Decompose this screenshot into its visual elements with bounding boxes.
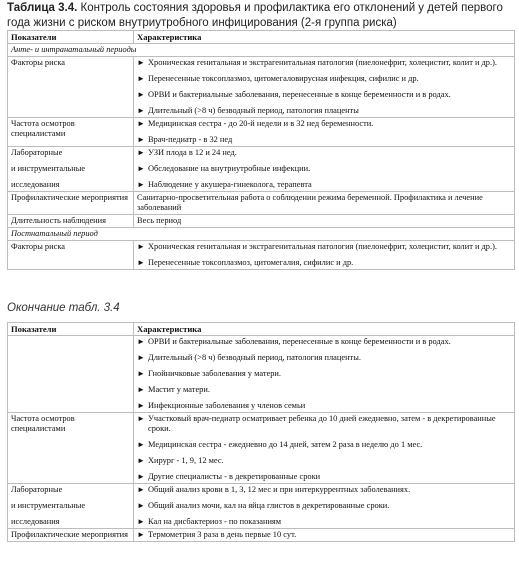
triangle-bullet-icon: ►	[137, 353, 145, 362]
row-value-prevention	[134, 529, 515, 542]
list-item: ► Хирург - 1, 9, 12 мес.	[137, 456, 224, 465]
triangle-bullet-icon: ►	[137, 501, 145, 510]
row-label-risk-factors: Факторы риска	[8, 57, 134, 118]
list-item: ► Термометрия 3 раза в день первые 10 сут.	[137, 530, 297, 539]
row-value-risk-continued	[134, 336, 515, 413]
triangle-bullet-icon: ►	[137, 485, 145, 494]
list-item: ► Хроническая генитальная и экстрагенитальная патология (пиелонефрит, холецистит, колит и др.).	[137, 242, 497, 251]
triangle-bullet-icon: ►	[137, 385, 145, 394]
table-row	[8, 336, 515, 413]
row-label-empty	[8, 336, 134, 413]
triangle-bullet-icon: ►	[137, 180, 145, 189]
list-item: ► Гнойничковые заболевания у матери.	[137, 369, 281, 378]
section-row-post	[8, 228, 515, 241]
triangle-bullet-icon: ►	[137, 164, 145, 173]
triangle-bullet-icon: ►	[137, 456, 145, 465]
table-row	[8, 529, 515, 542]
list-item: ► Мастит у матери.	[137, 385, 210, 394]
triangle-bullet-icon: ►	[137, 135, 145, 144]
table-title: Контроль состояния здоровья и профилактика его отклонений у детей первого года жизни с риском внутриутробного инфицирования (2-я группа риска)	[7, 2, 503, 29]
list-item: ► Медицинская сестра - ежедневно до 14 дней, затем 2 раза в неделю до 1 мес.	[137, 440, 423, 449]
list-item: ► ОРВИ и бактериальные заболевания, перенесенные в конце беременности и в родах.	[137, 337, 451, 346]
table-part-2	[7, 322, 515, 542]
section-post-label: Постнатальный период	[8, 228, 515, 241]
list-item: ► Участковый врач-педиатр осматривает ребенка до 10 дней ежедневно, затем - в декретированные сроки.	[137, 414, 496, 433]
row-value-lab	[134, 147, 515, 192]
triangle-bullet-icon: ►	[137, 517, 145, 526]
list-item: ► УЗИ плода в 12 и 24 нед.	[137, 148, 237, 157]
list-item: ► ОРВИ и бактериальные заболевания, перенесенные в конце беременности и в родах.	[137, 90, 451, 99]
row-label-exam-frequency: Частота осмотров специалистами	[8, 413, 134, 484]
list-item: ► Длительный (>8 ч) безводный период, патология плаценты	[137, 106, 359, 115]
list-item: ► Перенесенные токсоплазмоз, цитомегаловирусная инфекция, сифилис и др.	[137, 74, 419, 83]
triangle-bullet-icon: ►	[137, 472, 145, 481]
table-row	[8, 118, 515, 147]
row-value-lab	[134, 484, 515, 529]
section-row-ante	[8, 44, 515, 57]
triangle-bullet-icon: ►	[137, 530, 145, 539]
row-value-duration: Весь период	[134, 215, 515, 228]
row-label-prevention: Профилактические мероприятия	[8, 192, 134, 215]
table-row	[8, 192, 515, 215]
list-item: ► Инфекционные заболевания у членов семьи	[137, 401, 306, 410]
list-item: ► Другие специалисты - в декретированные сроки	[137, 472, 321, 481]
triangle-bullet-icon: ►	[137, 148, 145, 157]
triangle-bullet-icon: ►	[137, 401, 145, 410]
triangle-bullet-icon: ►	[137, 440, 145, 449]
continuation-caption: Окончание табл. 3.4	[7, 302, 120, 314]
list-item: ► Врач-педиатр - в 32 нед	[137, 135, 233, 144]
row-label-exam-frequency: Частота осмотров специалистами	[8, 118, 134, 147]
triangle-bullet-icon: ►	[137, 242, 145, 251]
list-item: ► Обследование на внутриутробные инфекции.	[137, 164, 311, 173]
row-label-risk-factors-post: Факторы риска	[8, 241, 134, 270]
header-characteristic: Характеристика	[134, 31, 515, 44]
table-row	[8, 413, 515, 484]
table-row	[8, 57, 515, 118]
triangle-bullet-icon: ►	[137, 119, 145, 128]
table-row	[8, 147, 515, 192]
row-value-exam-frequency	[134, 413, 515, 484]
row-value-prevention: Санитарно-просветительная работа о соблюдении режима беременной. Профилактика и лечение заболеваний	[134, 192, 515, 215]
row-label-lab: Лабораторные и инструментальные исследования	[8, 147, 134, 192]
triangle-bullet-icon: ►	[137, 258, 145, 267]
row-value-risk-factors-post	[134, 241, 515, 270]
table-number: Таблица 3.4.	[7, 2, 78, 14]
table-row	[8, 215, 515, 228]
header-indicators: Показатели	[8, 323, 134, 336]
list-item: ► Медицинская сестра - до 20-й недели и в 32 нед беременности.	[137, 119, 374, 128]
triangle-bullet-icon: ►	[137, 369, 145, 378]
triangle-bullet-icon: ►	[137, 106, 145, 115]
table-part-1	[7, 30, 515, 270]
header-indicators: Показатели	[8, 31, 134, 44]
triangle-bullet-icon: ►	[137, 74, 145, 83]
row-label-duration: Длительность наблюдения	[8, 215, 134, 228]
list-item: ► Кал на дисбактериоз - по показаниям	[137, 517, 282, 526]
list-item: ► Хроническая генитальная и экстрагенитальная патология (пиелонефрит, холецистит, колит и др.).	[137, 58, 497, 67]
table-row	[8, 241, 515, 270]
row-label-lab: Лабораторные и инструментальные исследования	[8, 484, 134, 529]
triangle-bullet-icon: ►	[137, 90, 145, 99]
triangle-bullet-icon: ►	[137, 414, 145, 423]
header-row	[8, 31, 515, 44]
list-item: ► Перенесенные токсоплазмоз, цитомегалия, сифилис и др.	[137, 258, 354, 267]
section-ante-label: Анте- и интранатальный периоды	[8, 44, 515, 57]
triangle-bullet-icon: ►	[137, 337, 145, 346]
row-value-risk-factors	[134, 57, 515, 118]
list-item: ► Общий анализ мочи, кал на яйца глистов в декретированные сроки.	[137, 501, 390, 510]
row-value-exam-frequency	[134, 118, 515, 147]
header-characteristic: Характеристика	[134, 323, 515, 336]
list-item: ► Наблюдение у акушера-гинеколога, терапевта	[137, 180, 312, 189]
triangle-bullet-icon: ►	[137, 58, 145, 67]
table-row	[8, 484, 515, 529]
list-item: ► Общий анализ крови в 1, 3, 12 мес и при интеркуррентных заболеваниях.	[137, 485, 411, 494]
table-caption	[7, 1, 513, 31]
row-label-prevention: Профилактические мероприятия	[8, 529, 134, 542]
header-row	[8, 323, 515, 336]
list-item: ► Длительный (>8 ч) безводный период, патология плаценты.	[137, 353, 361, 362]
